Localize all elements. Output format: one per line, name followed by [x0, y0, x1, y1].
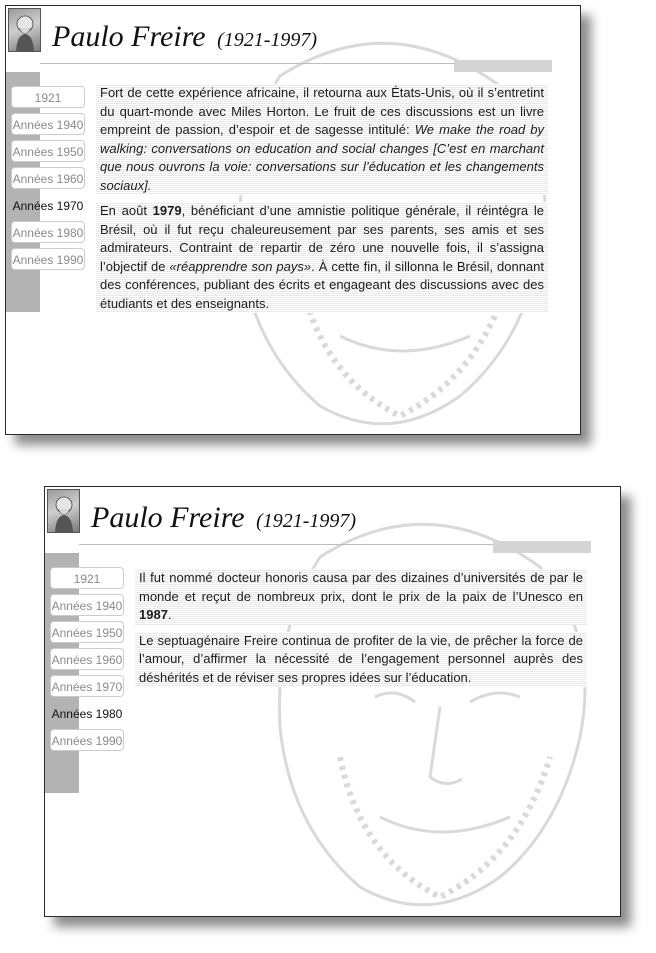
- nav-item-ann-es-1950[interactable]: Années 1950: [50, 621, 124, 643]
- content-text: [96, 84, 548, 320]
- freire-portrait-thumbnail: [8, 8, 41, 52]
- title-name: Paulo Freire: [91, 501, 245, 534]
- nav-item-ann-es-1950[interactable]: Années 1950: [11, 140, 85, 162]
- slide-1970s: [5, 5, 581, 435]
- nav-item-ann-es-1980[interactable]: Années 1980: [51, 707, 123, 721]
- paragraph: [96, 202, 548, 313]
- text-run: , bénéficiant d’une amnistie politique générale, il réintégra le Brésil, où il fut reçu chaleureusement par ses parents, ses amis et ses admirateurs. Contraint de repartir de zéro une nouvelle fois, il s’assigna l’objectif de: [100, 203, 544, 274]
- title-years: (1921-1997): [256, 510, 357, 532]
- content-text: [135, 569, 587, 694]
- nav-item-ann-es-1960[interactable]: Années 1960: [11, 167, 85, 189]
- nav-item-ann-es-1960[interactable]: Années 1960: [50, 648, 124, 670]
- nav-item-ann-es-1990[interactable]: Années 1990: [11, 248, 85, 270]
- italic-text: «réapprendre son pays»: [169, 258, 312, 274]
- page-title: [91, 501, 356, 535]
- text-run: Le septuagénaire Freire continua de profiter de la vie, de prêcher la force de l’amour, d’affirmer la nécessité de l’engagement personnel auprès des déshérités et de réviser ses propres idées sur l’éducation.: [139, 632, 583, 685]
- decade-nav: [50, 567, 126, 756]
- portrait-watermark: [200, 497, 621, 917]
- freire-portrait-thumbnail: [47, 489, 80, 533]
- bold-year: 1979: [152, 203, 182, 218]
- nav-item-ann-es-1970[interactable]: Années 1970: [50, 675, 124, 697]
- nav-item-ann-es-1940[interactable]: Années 1940: [11, 113, 85, 135]
- title-accent-bar: [454, 60, 552, 72]
- nav-item-ann-es-1990[interactable]: Années 1990: [50, 729, 124, 751]
- paragraph: [135, 569, 587, 625]
- text-run: . À cette fin, il sillonna le Brésil, donnant des conférences, publiant des écrits et engageant des discussions avec des étudiants et des enseignants.: [100, 258, 544, 311]
- nav-item-1921[interactable]: 1921: [50, 567, 124, 589]
- page-title: [52, 20, 317, 54]
- nav-item-ann-es-1940[interactable]: Années 1940: [50, 594, 124, 616]
- italic-text: We make the road by walking: conversations on education and social changes [C’est en marchant que nous ouvrons la voie: conversations sur l’éducation et les changements sociaux].: [100, 122, 544, 193]
- text-run: Fort de cette expérience africaine, il retourna aux États-Unis, où il s’entretint du quart-monde avec Miles Horton. Le fruit de ces discussions est un livre empreint de passion, d’espoir et de sagesse intitulé:: [100, 85, 544, 137]
- paragraph: [96, 84, 548, 195]
- title-accent-bar: [493, 541, 591, 553]
- nav-item-ann-es-1980[interactable]: Années 1980: [11, 221, 85, 243]
- nav-item-1921[interactable]: 1921: [11, 86, 85, 108]
- text-run: En août: [100, 203, 153, 218]
- title-years: (1921-1997): [217, 29, 318, 51]
- paragraph: [135, 632, 587, 688]
- text-run: Il fut nommé docteur honoris causa par des dizaines d’universités de par le monde et reçut de nombreux prix, dont le prix de la paix de l’Unesco en: [139, 570, 583, 604]
- decade-nav: [11, 86, 87, 275]
- slide-1980s: [44, 486, 621, 917]
- nav-item-ann-es-1970[interactable]: Années 1970: [12, 199, 84, 213]
- text-run: .: [167, 607, 172, 622]
- bold-year: 1987: [139, 607, 168, 622]
- title-name: Paulo Freire: [52, 20, 206, 53]
